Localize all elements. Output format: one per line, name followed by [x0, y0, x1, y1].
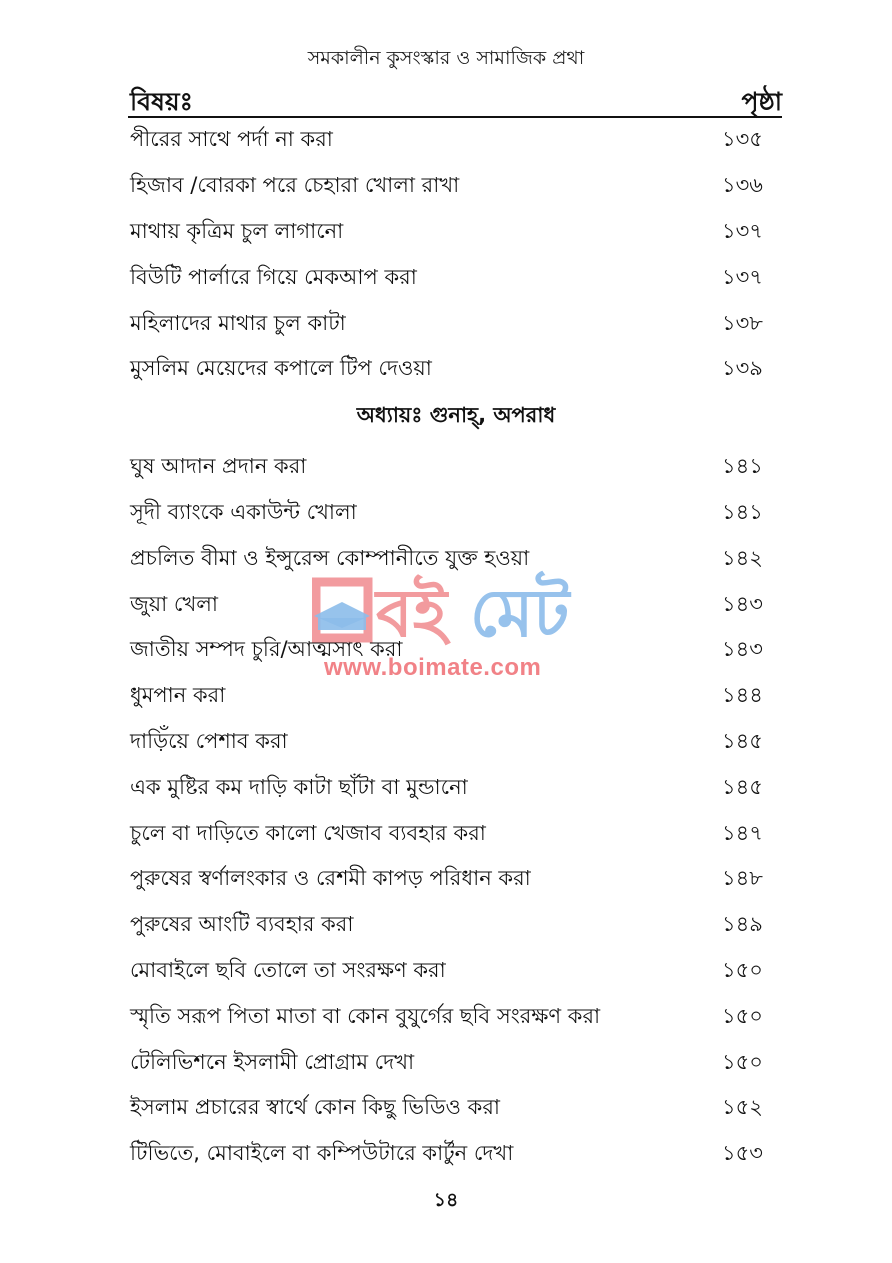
toc-entry	[130, 118, 782, 164]
entry-page: ১৩৮	[722, 310, 763, 335]
entry-page: ১৪৮	[722, 866, 763, 891]
toc-entry	[130, 765, 782, 811]
toc-entry	[130, 301, 782, 347]
toc-entry	[130, 536, 782, 582]
toc-entry	[130, 1132, 782, 1178]
entry-page: ১৪১	[722, 499, 763, 524]
toc-entry	[130, 210, 782, 256]
entry-title: মুসলিম মেয়েদের কপালে টিপ দেওয়া	[130, 356, 432, 381]
entry-page: ১৫৩	[722, 1141, 763, 1166]
entry-page: ১৩৯	[722, 356, 763, 381]
entry-title: হিজাব /বোরকা পরে চেহারা খোলা রাখা	[130, 173, 460, 198]
entry-title: টিভিতে, মোবাইলে বা কম্পিউটারে কার্টুন দেখা	[130, 1141, 514, 1166]
svg-text:বই: বই	[376, 575, 448, 648]
entry-title: পুরুষের আংটি ব্যবহার করা	[130, 912, 354, 937]
toc-entry	[130, 811, 782, 857]
chapter-heading: অধ্যায়ঃ গুনাহ্, অপরাধ	[356, 403, 556, 428]
entry-title: জুয়া খেলা	[130, 591, 218, 616]
running-head: সমকালীন কুসংস্কার ও সামাজিক প্রথা	[307, 47, 585, 69]
entry-page: ১৩৭	[722, 218, 763, 243]
toc-entry	[130, 255, 782, 301]
toc-entry	[130, 582, 782, 628]
entry-page: ১৪১	[722, 454, 763, 479]
toc-entry	[130, 903, 782, 949]
entry-title: টেলিভিশনে ইসলামী প্রোগ্রাম দেখা	[130, 1049, 415, 1074]
entry-page: ১৫০	[722, 1003, 763, 1028]
toc-entry	[130, 164, 782, 210]
toc-entry	[130, 491, 782, 537]
entry-title: পীরের সাথে পর্দা না করা	[130, 127, 333, 152]
entry-page: ১৫০	[722, 1049, 763, 1074]
entry-title: জাতীয় সম্পদ চুরি/আত্মসাৎ করা	[130, 637, 403, 662]
toc-entry	[130, 720, 782, 766]
toc-entry	[130, 1040, 782, 1086]
entry-title: মাথায় কৃত্রিম চুল লাগানো	[130, 218, 344, 243]
entry-page: ১৪৩	[722, 591, 763, 616]
entry-title: বিউটি পার্লারে গিয়ে মেকআপ করা	[130, 264, 417, 289]
toc-entry	[130, 347, 782, 393]
entry-title: সূদী ব্যাংকে একাউন্ট খোলা	[130, 499, 357, 524]
toc-entry	[130, 674, 782, 720]
entry-page: ১৫২	[722, 1095, 763, 1120]
toc-entry	[130, 445, 782, 491]
entry-title: মোবাইলে ছবি তোলে তা সংরক্ষণ করা	[130, 957, 446, 982]
entry-page: ১৩৫	[722, 127, 763, 152]
entry-title: পুরুষের স্বর্ণালংকার ও রেশমী কাপড় পরিধান করা	[130, 866, 531, 891]
toc-list	[130, 118, 782, 1178]
entry-page: ১৪৪	[722, 683, 763, 708]
entry-page: ১৪৭	[722, 820, 763, 845]
toc-header	[128, 80, 782, 118]
topic-column-label: বিষয়ঃ	[130, 87, 193, 116]
entry-title: মহিলাদের মাথার চুল কাটা	[130, 310, 346, 335]
entry-page: ১৩৭	[722, 264, 763, 289]
toc-entry	[130, 1086, 782, 1132]
entry-title: চুলে বা দাড়িতে কালো খেজাব ব্যবহার করা	[130, 820, 486, 845]
toc-entry	[130, 949, 782, 995]
entry-title: ঘুষ আদান প্রদান করা	[130, 454, 307, 479]
toc-entry	[130, 857, 782, 903]
entry-title: ইসলাম প্রচারের স্বার্থে কোন কিছু ভিডিও করা	[130, 1095, 500, 1120]
entry-title: স্মৃতি সরূপ পিতা মাতা বা কোন বুযুর্গের ছবি সংরক্ষণ করা	[130, 1003, 601, 1028]
entry-title: দাড়িঁয়ে পেশাব করা	[130, 728, 288, 753]
entry-page: ১৪৫	[722, 728, 763, 753]
entry-page: ১৪২	[722, 545, 763, 570]
entry-page: ১৪৫	[722, 774, 763, 799]
page-column-label: পৃষ্ঠা	[741, 87, 782, 116]
toc-entry	[130, 628, 782, 674]
watermark-url: www.boimate.com	[324, 654, 542, 681]
entry-page: ১৫০	[722, 957, 763, 982]
page-number: ১৪	[433, 1189, 459, 1211]
svg-text:মেট: মেট	[470, 575, 570, 648]
entry-title: প্রচলিত বীমা ও ইন্সুরেন্স কোম্পানীতে যুক্ত হওয়া	[130, 545, 530, 570]
toc-entry	[130, 994, 782, 1040]
entry-title: এক মুষ্টির কম দাড়ি কাটা ছাঁটা বা মুন্ডানো	[130, 774, 468, 799]
entry-page: ১৩৬	[722, 173, 763, 198]
entry-title: ধুমপান করা	[130, 683, 226, 708]
entry-page: ১৪৯	[722, 912, 763, 937]
entry-page: ১৪৩	[722, 637, 763, 662]
